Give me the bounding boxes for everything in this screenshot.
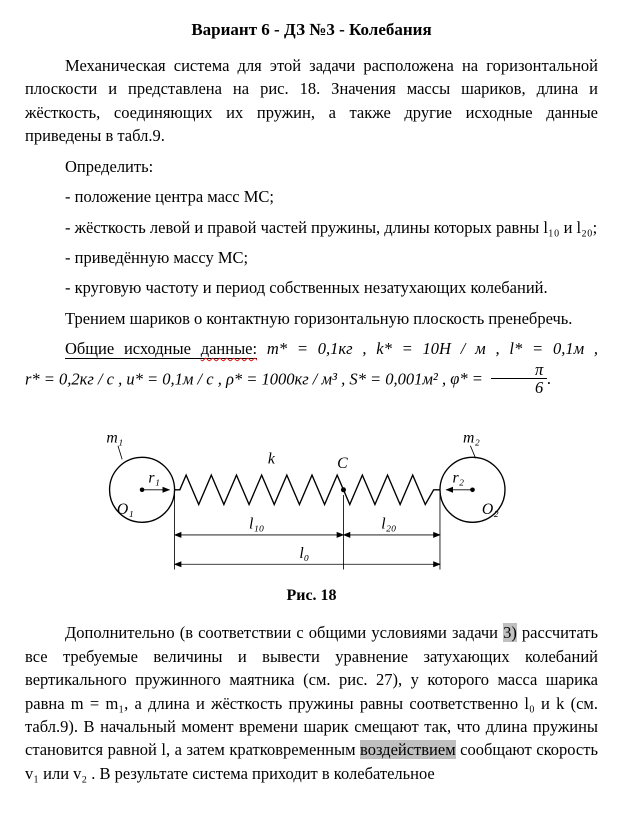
center-label-left: O₁ [116, 501, 134, 519]
formula-mass: m* = 0,1кг , [266, 339, 367, 359]
highlighted-text-2: воздействием [360, 740, 456, 760]
figure-caption: Рис. 18 [286, 587, 337, 605]
formula-speed: u* = 0,1м / с , [126, 368, 222, 388]
list-item-reduced-mass: - приведённую массу МС; [65, 247, 249, 267]
figure-18 [25, 430, 598, 605]
formula-density: ρ* = 1000кг / м³ , [225, 368, 346, 388]
final-text-2: рассчитать все требуемые величины и вывести уравнение затухающих колебаний вертикального пружинного маятника (см. рис. 27), у которого масса шарика равна m = m₁, а длина и жёсткость пружины равны соответственно l₀ и k (см. табл.9). В начальный момент времени шарик смещают так, что длина пружины становится равной l, а затем кратковременным [25, 623, 598, 760]
length-label-l10: l₁₀ [248, 515, 264, 533]
center-label-right: O₂ [481, 501, 499, 519]
center-of-mass-dot [340, 488, 345, 493]
formula-area: S* = 0,001м² , [349, 368, 447, 388]
formula-damping: r* = 0,2кг / с , [25, 368, 123, 388]
given-data-paragraph [25, 337, 598, 396]
given-data-label [65, 339, 257, 359]
list-item-frequency: - круговую частоту и период собственных незатухающих колебаний. [65, 278, 548, 298]
fraction-denominator: 6 [535, 377, 544, 397]
radius-label-left: r₁ [147, 469, 160, 487]
final-text-1: Дополнительно (в соответствии с общими условиями задачи [65, 623, 504, 643]
highlighted-text-1: 3) [503, 623, 517, 643]
radius-label-right: r₂ [452, 469, 464, 487]
length-label-l20: l₂₀ [380, 515, 397, 533]
leader-line-m1 [117, 446, 121, 460]
define-heading: Определить: [65, 156, 154, 176]
formula-angle [450, 359, 552, 397]
sentence-period: . [547, 368, 552, 388]
list-item-stiffness: - жёсткость левой и правой частей пружины, длины которых равны l₁₀ и l₂₀; [65, 217, 598, 237]
spring [174, 475, 439, 504]
intro-paragraph: Механическая система для этой задачи расположена на горизонтальной плоскости и представлена на рис. 18. Значения массы шариков, длина и жёсткость, соединяющих их пружин, а также другие исходные данные приведены в табл.9. [25, 56, 598, 146]
final-text-3: сообщают скорость v₁ или v₂ . В результате система приходит в колебательное [25, 740, 598, 783]
friction-note: Трением шариков о контактную горизонтальную плоскость пренебречь. [65, 308, 573, 328]
mass-label-left: m₁ [105, 430, 123, 447]
formula-length: l* = 0,1м , [509, 339, 599, 359]
fraction-numerator: π [491, 361, 547, 379]
stiffness-label: k [267, 450, 275, 468]
page-title: Вариант 6 - ДЗ №3 - Колебания [191, 20, 432, 39]
spellcheck-word: данные: [200, 339, 258, 359]
center-of-mass-label: C [336, 455, 348, 473]
list-item-center-of-mass: - положение центра масс МС; [65, 187, 274, 207]
formula-stiffness: k* = 10Н / м , [376, 339, 500, 359]
final-paragraph [25, 621, 598, 785]
mechanical-system-diagram [102, 430, 522, 580]
pi-over-six-fraction [491, 361, 547, 397]
length-label-l0: l₀ [298, 545, 309, 563]
leader-line-m2 [470, 446, 475, 459]
given-label-text: Общие исходные [65, 339, 201, 359]
formula-angle-lead: φ* = [450, 368, 487, 388]
mass-label-right: m₂ [462, 430, 480, 447]
